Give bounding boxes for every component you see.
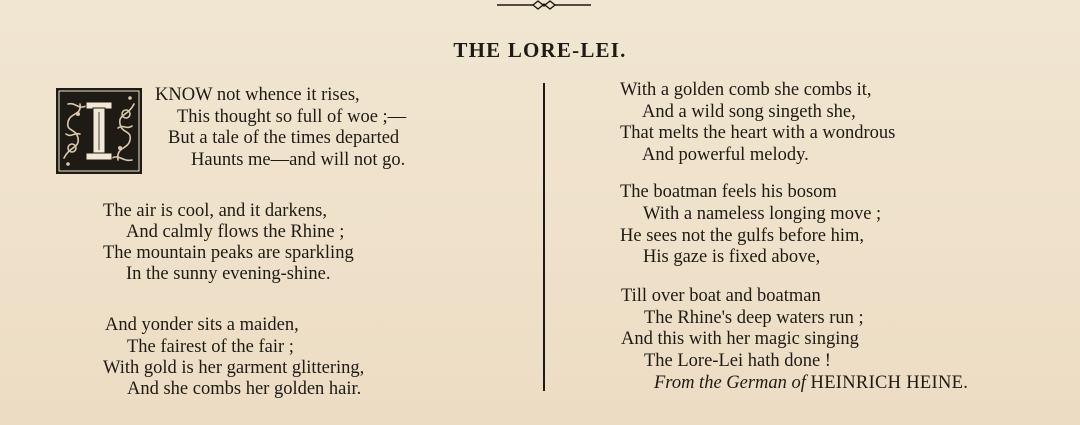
poem-line: And a wild song singeth she, [642, 102, 856, 122]
poem-line: His gaze is fixed above, [643, 247, 821, 267]
poem-line: The fairest of the fair ; [127, 337, 294, 357]
drop-cap-letter: I [99, 140, 100, 141]
poem-line: And this with her magic singing [621, 329, 859, 349]
poem-line: And powerful melody. [642, 145, 809, 165]
poem-line: That melts the heart with a wondrous [620, 123, 896, 143]
poem-line: And calmly flows the Rhine ; [126, 222, 345, 242]
poem-line: And she combs her golden hair. [127, 379, 362, 399]
drop-cap-ornament-icon [56, 88, 142, 174]
poem-line: Till over boat and boatman [621, 286, 821, 306]
poem-line: In the sunny evening-shine. [126, 264, 331, 284]
poem-title: THE LORE-LEI. [453, 38, 627, 62]
poem-line: KNOW not whence it rises, [155, 85, 360, 105]
poem-line: The air is cool, and it darkens, [103, 201, 327, 221]
ornament-rule-icon [497, 0, 591, 12]
poem-line: The Lore-Lei hath done ! [644, 351, 831, 371]
poem-line: The Rhine's deep waters run ; [644, 308, 864, 328]
poem-line: With a nameless longing move ; [643, 204, 882, 224]
poem-line: The mountain peaks are sparkling [103, 243, 354, 263]
poem-line: He sees not the gulfs before him, [620, 226, 865, 246]
attribution-prefix: From the German of [654, 373, 806, 393]
poem-line: Haunts me—and will not go. [191, 150, 406, 170]
poem-line: With gold is her garment glittering, [103, 358, 365, 378]
poem-line: And yonder sits a maiden, [105, 315, 299, 335]
poem-line: But a tale of the times departed [168, 128, 400, 148]
attribution-author: HEINRICH HEINE. [810, 373, 969, 393]
poem-line: This thought so full of woe ;— [177, 107, 407, 127]
column-divider [543, 83, 545, 391]
attribution [654, 372, 968, 394]
poem-line: With a golden comb she combs it, [620, 80, 872, 100]
poem-line: The boatman feels his bosom [620, 182, 837, 202]
